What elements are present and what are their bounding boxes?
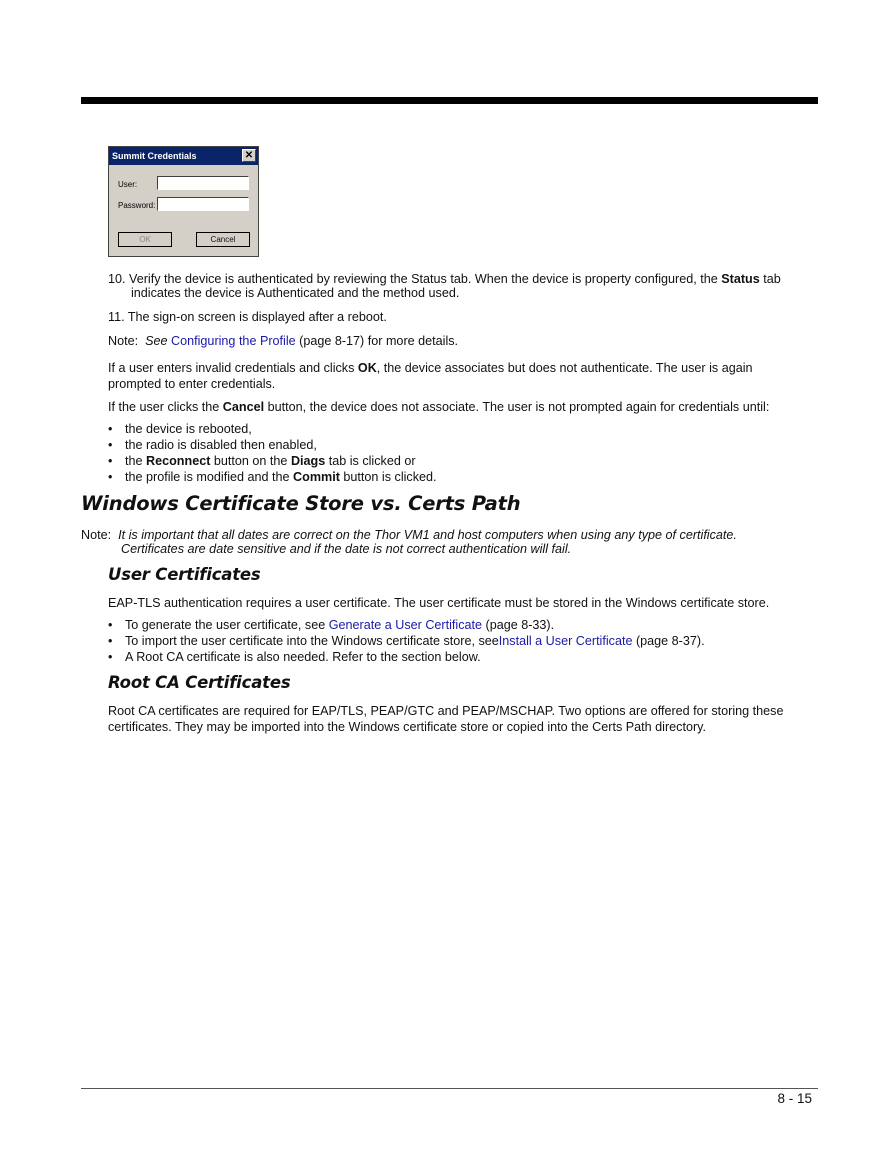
list-item [125, 617, 554, 633]
user-label: User: [118, 180, 138, 189]
step-text: tab [759, 272, 781, 286]
install-user-certificate-link[interactable]: Install a User Certificate [498, 634, 633, 648]
step-number: 10. [108, 272, 126, 286]
step-number: 11. [108, 310, 125, 324]
list-item: the device is rebooted, [125, 422, 252, 436]
bullet-icon: • [108, 438, 113, 452]
step-10-line2: indicates the device is Authenticated and the method used. [131, 286, 460, 300]
item-text: (page 8-37). [632, 634, 705, 648]
heading-root-ca-certificates: Root CA Certificates [108, 673, 291, 692]
user-input[interactable] [157, 176, 249, 190]
list-item [125, 453, 416, 469]
list-item [125, 469, 437, 485]
configuring-profile-link[interactable]: Configuring the Profile [171, 334, 296, 348]
para-text: button, the device does not associate. The user is not prompted again for credentials until: [264, 400, 770, 414]
generate-user-certificate-link[interactable]: Generate a User Certificate [328, 618, 483, 632]
password-label: Password: [118, 201, 156, 210]
paragraph-root-ca: Root CA certificates are required for EAP/TLS, PEAP/GTC and PEAP/MSCHAP. Two options are offered for storing these [108, 704, 784, 718]
header-rule [81, 97, 818, 104]
step-11 [108, 309, 387, 325]
item-text: To import the user certificate into the Windows certificate store, see [125, 634, 499, 648]
bullet-icon: • [108, 650, 113, 664]
para-bold: Cancel [222, 400, 265, 414]
paragraph-line: certificates. They may be imported into the Windows certificate store or copied into the Certs Path directory. [108, 720, 706, 734]
para-text: , the device associates but does not authenticate. The user is again [376, 361, 753, 375]
bullet-icon: • [108, 618, 113, 632]
para-text: If the user clicks the [108, 400, 223, 414]
password-input[interactable] [157, 197, 249, 211]
bullet-icon: • [108, 454, 113, 468]
item-bold: Reconnect [146, 454, 211, 468]
paragraph-invalid-credentials [108, 360, 753, 376]
bullet-icon: • [108, 634, 113, 648]
item-text: To generate the user certificate, see [125, 618, 329, 632]
note-text: It is important that all dates are correct on the Thor VM1 and host computers when using any type of certificate. [118, 528, 737, 542]
bullet-icon: • [108, 422, 113, 436]
note-label: Note: [108, 334, 139, 348]
paragraph-eap-tls: EAP-TLS authentication requires a user certificate. The user certificate must be stored in the Windows certificate store. [108, 596, 770, 610]
close-icon[interactable]: ✕ [242, 149, 256, 162]
heading-windows-certificate-store: Windows Certificate Store vs. Certs Path [81, 492, 521, 515]
para-bold: OK [357, 361, 377, 375]
item-text: button is clicked. [339, 470, 437, 484]
note-label: Note: [81, 528, 112, 542]
note-text: See [145, 334, 172, 348]
cancel-button[interactable]: Cancel [196, 232, 250, 247]
item-text: the profile is modified and the [125, 470, 294, 484]
item-text: button on the [210, 454, 291, 468]
para-text: If a user enters invalid credentials and clicks [108, 361, 358, 375]
item-text: (page 8-33). [482, 618, 555, 632]
page-number: 8 - 15 [777, 1091, 812, 1106]
note-text: (page 8-17) for more details. [295, 334, 459, 348]
item-bold: Diags [290, 454, 326, 468]
dialog-title: Summit Credentials [112, 151, 197, 161]
heading-user-certificates: User Certificates [108, 565, 261, 584]
step-text: Verify the device is authenticated by reviewing the Status tab. When the device is property configured, the [129, 272, 722, 286]
list-item: the radio is disabled then enabled, [125, 438, 317, 452]
step-text: The sign-on screen is displayed after a reboot. [127, 310, 387, 324]
item-bold: Commit [293, 470, 340, 484]
dialog-title-bar [109, 147, 258, 165]
list-item [125, 633, 705, 649]
item-text: the [125, 454, 147, 468]
note-text-line2: Certificates are date sensitive and if the date is not correct authentication will fail. [121, 542, 572, 556]
paragraph-line: prompted to enter credentials. [108, 377, 276, 391]
summit-credentials-dialog [108, 146, 259, 257]
footer-rule [81, 1088, 818, 1089]
item-text: tab is clicked or [325, 454, 416, 468]
note-configuring [108, 333, 458, 349]
bullet-icon: • [108, 470, 113, 484]
paragraph-cancel [108, 399, 769, 415]
ok-button[interactable]: OK [118, 232, 172, 247]
step-bold: Status [721, 272, 760, 286]
list-item: A Root CA certificate is also needed. Refer to the section below. [125, 650, 481, 664]
